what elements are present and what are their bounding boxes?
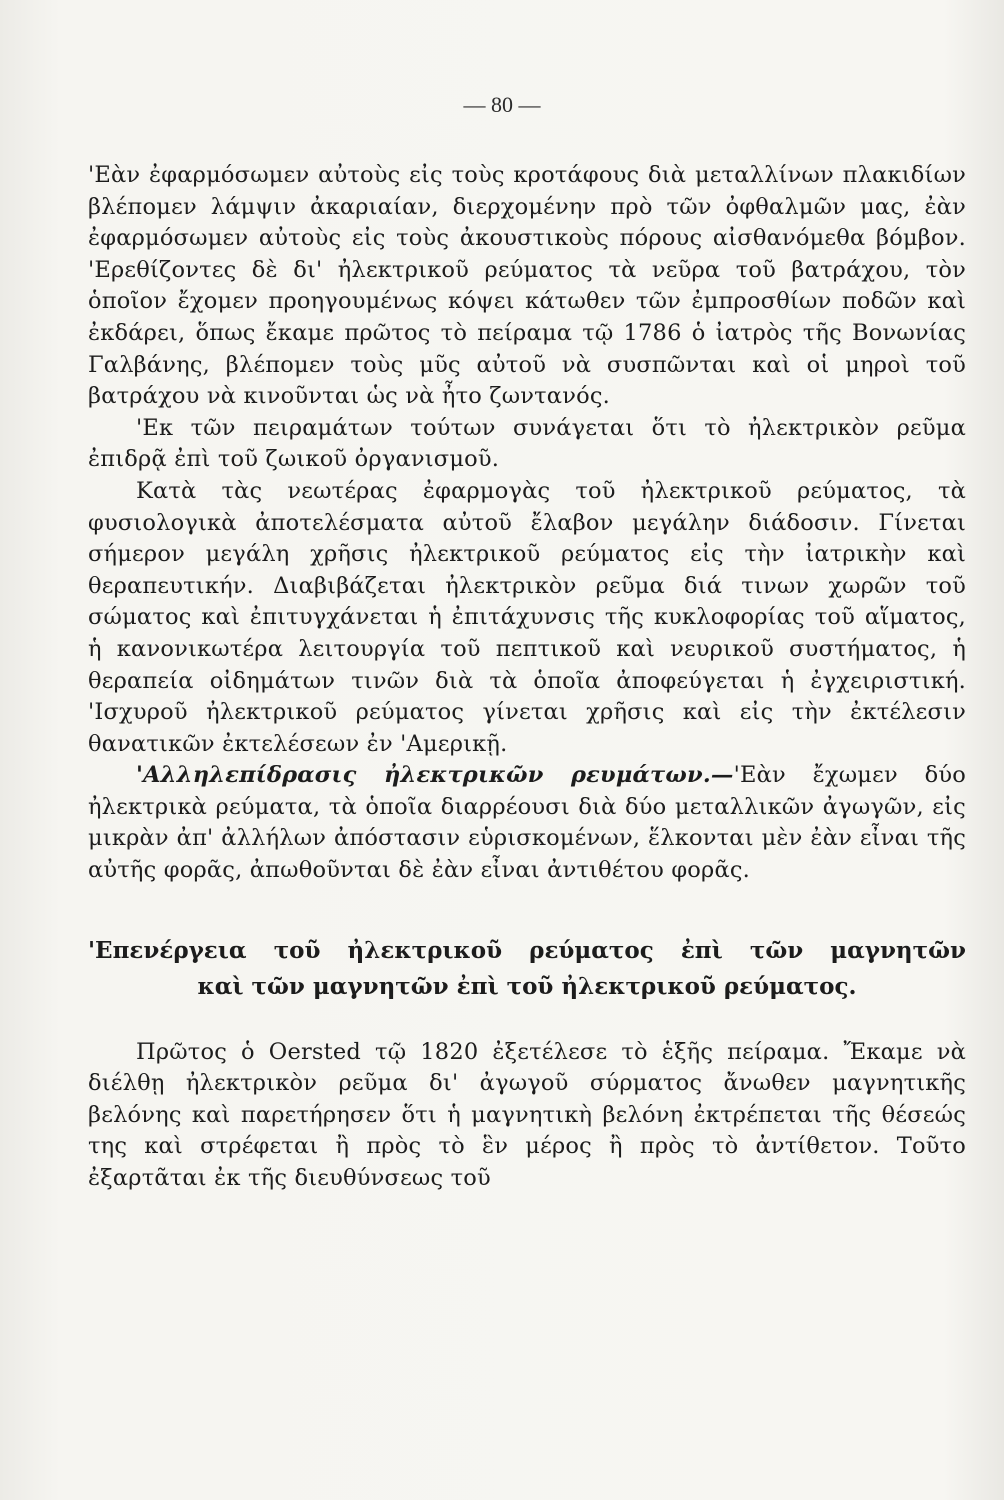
mutual-interaction-text: 'Εὰν ἔχωμεν δύο ἠλεκτρικὰ ρεύματα, τὰ ὁποῖα διαρρέουσι διὰ δύο μεταλλικῶν ἀγωγῶν, εἰς μικρὰν ἀπ' ἀλλήλων ἀπόστασιν εὑρισκομένων, ἕλκονται μὲν ἐὰν εἶναι τῆς αὐτῆς φορᾶς, ἀπωθοῦνται δὲ ἐὰν εἶναι ἀντιθέτου φορᾶς. xyxy=(88,762,966,884)
paragraph-conclusion: 'Εκ τῶν πειραμάτων τούτων συνάγεται ὅτι τὸ ἠλεκτρικὸν ρεῦμα ἐπιδρᾷ ἐπὶ τοῦ ζωικοῦ ὀργανισμοῦ. xyxy=(88,414,966,473)
paragraph-oersted-experiment: Πρῶτος ὁ Oersted τῷ 1820 ἐξετέλεσε τὸ ἑξῆς πείραμα. Ἔκαμε νὰ διέλθῃ ἠλεκτρικὸν ρεῦμα δι' ἀγωγοῦ σύρματος ἄνωθεν μαγνητικῆς βελόνης καὶ παρετήρησεν ὅτι ἡ μαγνητικὴ βελόνη ἐκτρέπεται τῆς θέσεώς της καὶ στρέφεται ἢ πρὸς τὸ ἓν μέρος ἢ πρὸς τὸ ἀντίθετον. Τοῦτο ἐξαρτᾶται ἐκ τῆς διευθύνσεως τοῦ xyxy=(88,1038,966,1192)
section-heading-line-1: 'Επενέργεια τοῦ ἠλεκτρικοῦ ρεύματος ἐπὶ τῶν μαγνητῶν xyxy=(88,936,966,964)
section-heading-line-2: καὶ τῶν μαγνητῶν ἐπὶ τοῦ ἠλεκτρικοῦ ρεύματος. xyxy=(197,972,857,1000)
mutual-interaction-title: 'Αλληλεπίδρασις ἠλεκτρικῶν ρευμάτων.— xyxy=(136,762,734,789)
page-number: — 80 — xyxy=(463,92,541,117)
section-heading xyxy=(88,933,966,1005)
paragraph-physiology-effects: 'Εὰν ἐφαρμόσωμεν αὐτοὺς εἰς τοὺς κροτάφους διὰ μεταλλίνων πλακιδίων βλέπομεν λάμψιν ἀκαριαίαν, διερχομένην πρὸ τῶν ὀφθαλμῶν μας, ἐὰν ἐφαρμόσωμεν αὐτοὺς εἰς τοὺς ἀκουστικοὺς πόρους αἰσθανόμεθα βόμβον. 'Ερεθίζοντες δὲ δι' ἠλεκτρικοῦ ρεύματος τὰ νεῦρα τοῦ βατράχου, τὸν ὁποῖον ἔχομεν προηγουμένως κόψει κάτωθεν τῶν ἐμπροσθίων ποδῶν καὶ ἐκδάρει, ὅπως ἔκαμε πρῶτος τὸ πείραμα τῷ 1786 ὁ ἰατρὸς τῆς Βονωνίας Γαλβάνης, βλέπομεν τοὺς μῦς αὐτοῦ νὰ συσπῶνται καὶ οἱ μηροὶ τοῦ βατράχου νὰ κινοῦνται ὡς νὰ ἦτο ζωντανός. xyxy=(88,162,966,410)
body-text xyxy=(88,160,966,1195)
paragraph-medical-applications: Κατὰ τὰς νεωτέρας ἐφαρμογὰς τοῦ ἠλεκτρικοῦ ρεύματος, τὰ φυσιολογικὰ ἀποτελέσματα αὐτοῦ ἔλαβον μεγάλην διάδοσιν. Γίνεται σήμερον μεγάλη χρῆσις ἠλεκτρικοῦ ρεύματος εἰς τὴν ἰατρικὴν καὶ θεραπευτικήν. Διαβιβάζεται ἠλεκτρικὸν ρεῦμα διά τινων χωρῶν τοῦ σώματος καὶ ἐπιτυγχάνεται ἡ ἐπιτάχυνσις τῆς κυκλοφορίας τοῦ αἵματος, ἡ κανονικωτέρα λειτουργία τοῦ πεπτικοῦ καὶ νευρικοῦ συστήματος, ἡ θεραπεία οἰδημάτων τινῶν διὰ τὰ ὁποῖα ἀποφεύγεται ἡ ἐγχειριστική. 'Ισχυροῦ ἠλεκτρικοῦ ρεύματος γίνεται χρῆσις καὶ εἰς τὴν ἐκτέλεσιν θανατικῶν ἐκτελέσεων ἐν 'Αμερικῇ. xyxy=(88,477,966,757)
paragraph-mutual-interaction xyxy=(88,760,966,886)
